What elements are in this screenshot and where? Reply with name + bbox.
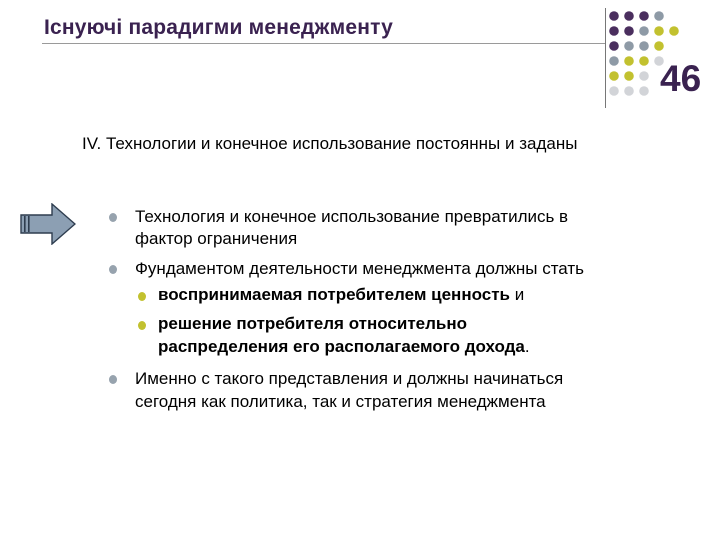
sub-bullet-1-line-1 [158,284,524,307]
bullet-3-line-1: Именно с такого представления и должны начинаться [135,369,564,388]
bullet-1-line-1: Технология и конечное использование превратились в [135,207,569,226]
bullet-icon [109,265,117,274]
sub-bullet-2-line-2 [158,336,530,359]
bullet-1-line-2: фактор ограничения [135,229,298,248]
sub-bullet-2-bold-text: распределения его располагаемого дохода [158,337,525,356]
subtitle: IV. Технологии и конечное использование постоянны и заданы [82,134,578,153]
sub-bullet-2-tail: . [524,337,530,356]
bullet-icon [109,213,117,222]
dot-row-5 [609,71,649,81]
dot-row-2 [609,26,679,36]
title-underline [42,43,606,44]
dot-row-1 [609,11,664,21]
bullet-icon [138,292,146,301]
slide-number: 46 [660,58,702,99]
sub-bullet-1-tail: и [510,285,525,304]
right-arrow-icon [20,203,76,245]
dot-row-4 [609,56,664,66]
vertical-divider [605,8,606,108]
bullet-2-line-1: Фундаментом деятельности менеджмента должны стать [135,259,585,278]
dot-row-3 [609,41,664,51]
dot-row-6 [609,86,649,96]
bullet-icon [109,375,117,384]
bullet-3-line-2: сегодня как политика, так и стратегия менеджмента [135,392,546,411]
sub-bullet-2-line-1: решение потребителя относительно [158,314,468,333]
sub-bullet-1-bold-text: воспринимаемая потребителем ценность [158,285,510,304]
bullet-icon [138,321,146,330]
slide-title: Існуючі парадигми менеджменту [44,16,393,39]
